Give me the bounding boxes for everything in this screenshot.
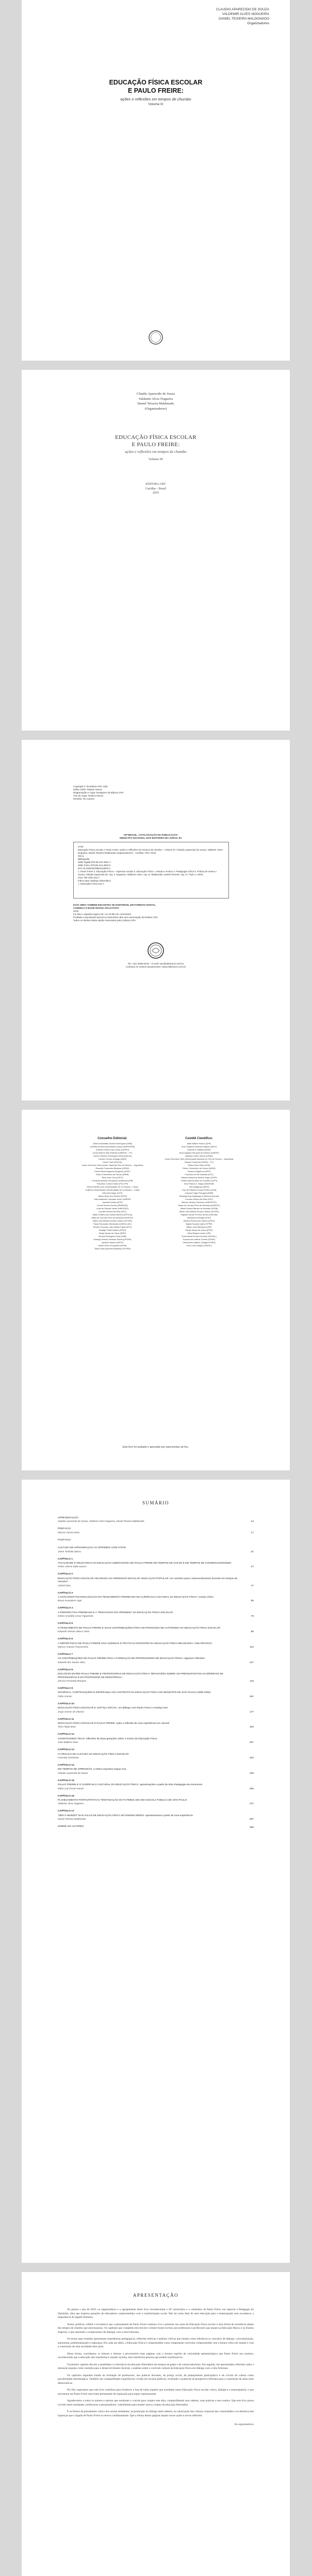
toc-entry[interactable] [58, 1657, 254, 1664]
scientific-member: Diosnel Centurion (UNIDA – PY) [184, 1161, 214, 1163]
peer-review-note: Este livro foi avaliado e aprovado por pareceristas ad hoc. [122, 1446, 189, 1449]
toc-page-number: 177 [249, 1710, 254, 1714]
cip-line: S729 [78, 845, 84, 848]
presentation-page [22, 2272, 290, 2576]
scientific-member: Ana Chrystina Venancio Mignot (UERJ) [181, 1145, 217, 1148]
cip-line: 302 p. [78, 855, 85, 857]
credit-line: Diagramação e Capa: Designers da Editora CRV [73, 791, 124, 794]
publisher-name: EDITORA CRV [145, 483, 166, 486]
toc-chapter-label[interactable] [58, 1687, 254, 1690]
toc-chapter-label[interactable] [58, 1558, 254, 1561]
editorial-member: Guillermo Arias Beatón (Universidade de La Havana – Cuba) [85, 1189, 140, 1191]
toc-entry-author: Jéssica Fernanda Marques [58, 1679, 87, 1682]
toc-page-number: 127 [249, 1661, 254, 1664]
toc-chapter-label[interactable] [58, 1810, 254, 1813]
toc-entry-title: CAPÍTULO 2 [58, 1573, 73, 1576]
editor-name: Daniel Teixeira Maldonado [137, 402, 174, 405]
toc-entry[interactable] [58, 1627, 254, 1633]
toc-page-number: 21 [251, 1550, 254, 1553]
toc-entry-author: Cláudio Aparecido de Souza, Valdemir Alves Nogueira, Daniel Teixeira Maldonado [58, 1520, 144, 1523]
editorial-member: Leonel Severo Rocha (UNISINOS) [97, 1204, 128, 1207]
toc-entry-title: SOBRE OS AUTORES [58, 1825, 84, 1828]
cover-editor-role: Organizadores [247, 22, 269, 25]
toc-entry-title: CAPÍTULO 16 [58, 1794, 74, 1798]
scientific-member: Vera Lucia Gaspar (UDESC) [186, 1244, 212, 1247]
crv-logo-icon [148, 330, 163, 345]
editorial-member: Rodrigo Pratte-Santos (UFES) [98, 1229, 126, 1231]
toc-entry-title: EM TEMPOS DE OPRESSÃO: a esfera esportiva segue viva [58, 1768, 126, 1771]
editorial-member: Maria Cristina dos Santos Bezerra (UFSCar) [92, 1213, 133, 1216]
cip-line: 1. Paulo Freire 2. Educação Física – Aspectos sociais 3. Educação Física – Estudo e ensino 4. Pedagogia crítica 5. Prática de ensino I. Souza, Cláudio Aparecido de. org. II. Nogueira, Valdemir Alves. org. III. Maldonado, Daniel Teixeira. org. IV. Título V. Série. [78, 870, 217, 876]
toc-entry-title: CAPÍTULO 5 [58, 1622, 73, 1625]
cip-line: Educação Física escolar e Paulo Freire: ações e reflexões em tempos de chumbo – Volume III / Cláudio Aparecido de Souza, Valdemir Alves Nogueira, Daniel Teixeira Maldonado (organizadores) – Curitiba: CRV, 2019. [78, 849, 223, 854]
editorial-member: Élsio José Corá (UFFS) [102, 1176, 123, 1179]
toc-entry-author: Cláudio Aparecido de Souza [58, 1771, 88, 1774]
presentation-body [58, 2308, 254, 2430]
toc-entry-title: CONSTRUINDO TEIAS: reflexões de duas gerações sobre o ensino de Educação Física [58, 1737, 157, 1740]
toc-entry-author: Pedro Adorno Dalla Soares [58, 1565, 87, 1568]
scientific-member: Maria Lília Imbiriba Sousa Colares (UFOPA) [179, 1210, 219, 1213]
toc-entry[interactable] [58, 1539, 254, 1542]
editorial-member: Fernando Antônio Gonçalves Alcoforado (IPB) [92, 1179, 133, 1182]
toc-entry-title: CAPÍTULO 17 [58, 1810, 74, 1813]
cover-title [22, 78, 290, 95]
toc-entry-title: PAULO FREIRE E O CURRÍCULO CULTURAL DA EDUCAÇÃO FÍSICA: aproximações a partir da obra Pedagogia da Autonomia [58, 1784, 203, 1787]
toc-page-number: 207 [249, 1741, 254, 1744]
editorial-member: Maria Lília Imbiriba Sousa Colares (UFOPA) [92, 1219, 133, 1222]
cover-editors [216, 7, 269, 26]
scientific-member: Fauston Negreiros (UFPI) [187, 1170, 211, 1173]
toc-entry-title: "SER O MUNDO" NAS AULAS DE EDUCAÇÃO FÍSICA NO ENSINO MÉDIO: apontamentos a partir de uma experiência [58, 1814, 193, 1817]
cover-editor: VALDEMIR ALVES NOGUEIRA [222, 12, 269, 16]
toc-chapter-label[interactable] [58, 1669, 254, 1672]
presentation-paragraph: Assim, publicar, refletir e reconhecer que o pensamento de Paulo Freire continua vivo e presente nas aulas de Educação Física escolar é uma forma de resistência diante dos tempos de chumbo que atravessamos. Os capítulos que compõem este terceiro volume foram escritos por professoras e professores que atuam na Educação Básica e no Ensino Superior, e que assumem o compromisso de dialogar com a obra freireana. [58, 2323, 254, 2334]
toc-entry-title: CAPÍTULO 6 [58, 1638, 73, 1641]
editorial-member: Antônio Pereira Gaio Júnior (UFRRJ) [95, 1148, 129, 1151]
toc-entry-author: Eduardo dos Santos Silva [58, 1660, 85, 1664]
cip-line: DOI 10.24824/978854443500.0 [78, 867, 111, 870]
toc-entry-title: O CÍRCULO DE CULTURA NA EDUCAÇÃO FÍSICA ESCOLAR [58, 1753, 129, 1756]
toc-entry[interactable] [58, 1825, 254, 1828]
editorial-member: Francisco Carlos Duarte (PUC-PR) [96, 1182, 128, 1185]
toc-entry-title: CAPÍTULO 8 [58, 1668, 73, 1671]
toc-entry-title: CAPÍTULO 3 [58, 1591, 73, 1595]
editor-role: (Organizadores) [144, 406, 167, 411]
toc-entry[interactable] [58, 1562, 254, 1568]
toc-entry[interactable] [58, 1547, 254, 1553]
note-line: CONHEÇA E BAIXE NOSSO APLICATIVO! [73, 907, 119, 909]
editorial-member: Lourdes Helena da Silva (UFV) [98, 1210, 126, 1213]
cover-subtitle: ações e reflexões em tempos de chumbo [120, 97, 191, 101]
councils-page [22, 1110, 290, 1470]
presentation-title: APRESENTAÇÃO [133, 2293, 179, 2298]
toc-page-number: 271 [249, 1803, 254, 1806]
scientific-member: Vânia Alves Martins Chaigar (FURG) [183, 1241, 216, 1244]
toc-entry[interactable] [58, 1528, 254, 1534]
toc-chapter-label[interactable] [58, 1622, 254, 1625]
scientific-member: Najela Tavares Ujiie (UTFPR) [186, 1223, 212, 1225]
toc-entry-author: Marcos Garcia Neira [58, 1531, 80, 1534]
editorial-member: Maria de Lourdes Pinto de Almeida (UNOESC) [91, 1216, 134, 1219]
presentation-paragraph: Por fim, esperamos que este livro contribua para fortalecer a luta de todos aqueles que acreditam numa Educação Física escolar crítica, dialógica e emancipatória, e que encontram em Paulo Freire uma fonte permanente de inspiração para seguir esperançando. [58, 2388, 254, 2396]
toc-entry-author: Franciele Sechinato [58, 1756, 79, 1759]
toc-entry-title: DOCÊNCIA, CONTRADIÇÕES E ESPERANÇA NO CONTEXTO DA EDUCAÇÃO FÍSICA NO MUNICÍPIO DE SÃO PAULO (1989-1992) [58, 1691, 211, 1694]
toc-entry-title: EDUCAÇÃO FÍSICA ESCOLAR ANCORADA NA OPRESSÃO ESCOLAR: EDUCAÇÃO POPULAR: um caminho para o desenvolvimento docente em tempos de chumbo? [58, 1577, 238, 1584]
toc-entry-title: ATUALIDADE E RELEVÂNCIA DA EDUCAÇÃO LIBERTADORA DE PAULO FREIRE EM TEMPOS DE GOLPE E EM TEMPOS DE CONSERVADORISMO [58, 1562, 232, 1565]
toc-entry[interactable] [58, 1784, 254, 1790]
scientific-member: Nilson José Machado (USP) [186, 1226, 212, 1228]
cip-box [73, 842, 229, 899]
publisher-contact [22, 962, 290, 969]
editorial-member: Carlos Federico Dominguez Avila (Unieuro) [93, 1155, 132, 1157]
toc-entry[interactable] [58, 1707, 254, 1713]
scientific-member: Cesar Gerónimo Tello (Universidad Nacional de Três de Febrero – Argentina) [165, 1158, 234, 1160]
scientific-member: Mônica Pereira dos Santos (UFRJ) [183, 1219, 215, 1222]
toc-entry-title: A ANTICONSTITUCIONALIZAÇÃO DO PENSAMENTO FREIREANO NO CURRÍCULO CULTURAL DA EDUCAÇÃO FÍSICA: ensaio crítico [58, 1596, 214, 1599]
toc-page-number: 255 [249, 1787, 254, 1790]
presentation-paragraph: Agradecemos a todos os autores e autoras que aceitaram o convite para compor esta obra, compartilhando seus saberes, suas práticas e seus sonhos. Que este livro possa circular entre estudantes, professores e pesquisadores, contribuindo para manter acesa a chama da educação libertadora. [58, 2399, 254, 2406]
toc-entry-title: A PERSPECTIVA FREIREANA E A "PEDAGOGIA DO OPRIMIDO" NA EDUCAÇÃO FÍSICA ESCOLAR [58, 1611, 173, 1614]
crv-logo-icon [147, 942, 165, 959]
toc-entry-title: CAPÍTULO 1 [58, 1557, 73, 1561]
title-page-editors [22, 392, 290, 411]
cover-title-line: E PAULO FREIRE: [127, 87, 184, 94]
toc-entry[interactable] [58, 1612, 254, 1618]
scientific-member: Andréia N. Militão (UEMS) [187, 1148, 211, 1151]
toc-entry[interactable] [58, 1768, 254, 1774]
toc-page-number: 223 [249, 1757, 254, 1759]
editorial-member: Jailson Alves dos Santos (UFRJ) [97, 1195, 127, 1197]
toc-page-number: 113 [250, 1646, 254, 1649]
title-line: E PAULO FREIRE: [132, 442, 180, 448]
toc-entry[interactable] [58, 1578, 254, 1587]
note-line: Proibida a reprodução parcial ou total desta obra sem autorização da Editora CRV [73, 916, 158, 919]
toc-chapter-label[interactable] [58, 1703, 254, 1706]
presentation-paragraph: O primeiro capítulo discute a atualidade e a relevância da educação libertadora em tempos de golpe e de conservadorismo. Em seguida, são apresentadas reflexões sobre a educação popular como caminho para o desenvolvimento docente, e análises sobre o currículo cultural da Educação Física em diálogo com a obra freireana. [58, 2363, 254, 2370]
toc-entry-author: Bruno Gonçalves Lippi [58, 1599, 82, 1602]
toc-page-number: 161 [249, 1695, 254, 1698]
presentation-paragraph: Dessa forma, convidamos os leitores e leitoras a percorrerem estas páginas com o mesmo espírito de curiosidade epistemológica que Paulo Freire nos ensinou, reconhecendo que a educação não transforma o mundo sozinha, mas transforma pessoas que podem transformá-lo. [58, 2352, 254, 2359]
editorial-member: Celso Conti (UFSCar) [103, 1161, 122, 1163]
scientific-member: Lourdes Helena da Silva (UFV) [185, 1198, 213, 1200]
toc-page-number: 287 [249, 1818, 254, 1821]
toc-page-number: 239 [249, 1772, 254, 1775]
scientific-member: Anna Augusta Sampaio de Oliveira (UNESP) [179, 1151, 219, 1154]
scientific-member: Suzana dos Santos Gomes (UFMG) [183, 1238, 216, 1241]
toc-chapter-label[interactable] [58, 1718, 254, 1721]
toc-entry-title: PREFÁCIO [58, 1528, 71, 1531]
title-page-title [22, 434, 290, 448]
editorial-member: Aldira Guimarães Duarte Domínguez (UNB) [93, 1142, 132, 1145]
editorial-member: Gloria Fariñas León (Universidade de La Havana – Cuba) [87, 1185, 138, 1188]
toc-chapter-label[interactable] [58, 1573, 254, 1576]
presentation-paragraph: Ao pensar o ano de 2019, os organizadores e o agrupamento deste livro reconheceram o 50º aniversário e o centenário de Paulo Freire, em especial a Pedagogia do Oprimido, obra que inspirou gerações de educadores comprometidos com a transformação social. Não há como falar de uma educação para a emancipação sem reconhecer a importância do legado freireano. [58, 2308, 254, 2319]
toc-chapter-label[interactable] [58, 1764, 254, 1767]
editorial-member: João Adalberto Campato Junior (UNESP) [94, 1198, 131, 1200]
editorial-member: Eduardo Fernandes Barbosa (UFMG) [95, 1167, 129, 1170]
toc-chapter-label[interactable] [58, 1780, 254, 1783]
scientific-member: Sérgio Nunes de Jesus (IFRO) [185, 1229, 213, 1231]
note-line: Todos os direitos desta edição reservados pela: Editora CRV [73, 919, 136, 922]
toc-entry-title: EDUCAÇÃO FÍSICA ESCOLAR E PAULO FREIRE: ação e reflexão de uma experiência em Jacareí [58, 1722, 170, 1725]
cover-title-line: EDUCAÇÃO FÍSICA ESCOLAR [109, 79, 203, 86]
toc-entry-title: EDUCAÇÃO FÍSICA ESCOLAR E JUSTIÇA SOCIAL: um diálogo com Paulo Freire e Amartya Sen [58, 1707, 168, 1710]
editorial-council [73, 1137, 152, 1250]
editorial-member: Sérgio Nunes de Jesus (IFRO) [98, 1232, 126, 1234]
scientific-member: Silvia Regina Canan (URI) [187, 1232, 211, 1234]
presentation-paragraph: Os capítulos seguintes tratam da formação de professores, das práticas docentes, da justiça social, do planejamento participativo e do círculo de cultura como possibilidade metodológica. Também são compartilhadas experiências vividas em escolas públicas, revelando o potencial da perspectiva freireana para a construção de aulas mais democráticas. [58, 2374, 254, 2385]
toc-entry-title: CAPÍTULO 13 [58, 1749, 74, 1752]
toc-entry[interactable] [58, 1691, 254, 1698]
scientific-member: Jussara Fraga Portugal (UNEB) [185, 1192, 214, 1194]
toc-entry-title: CULTURA DE APROXIMAÇÃO AO OPRIMIDO COM FATOS [58, 1547, 126, 1550]
toc-entry-author: Taíse Rojas Braz [58, 1725, 76, 1728]
editorial-member: Cesar Gerónimo Tello (Univer. Nacional Três de Febrero – Argentina) [81, 1164, 143, 1166]
toc-entry-author: Mário Luiz Ferrari Nunes [58, 1787, 84, 1790]
title-page-subtitle: ações e reflexões em tempos de chumbo [125, 449, 187, 454]
editorial-member: Lídia de Oliveira Xavier (UNIEURO) [96, 1207, 128, 1210]
toc-entry-author: Fábio Gomes [58, 1694, 72, 1698]
editorial-member: Carlos Alberto Vilar Estêvão (UMINHO – PT) [92, 1151, 133, 1154]
toc-entry-title: A IMPORTÂNCIA DE PAULO FREIRE NAS AGENDAS E PRÁTICAS DOCENTES DA EDUCAÇÃO FÍSICA BRASILEIRA: UMA REVISÃO [58, 1642, 212, 1645]
toc-entry-title: APRESENTAÇÃO [58, 1517, 78, 1519]
toc-entry[interactable] [58, 1673, 254, 1683]
publisher-city: Curitiba – Brasil [145, 487, 166, 490]
toc-entry-title: CAPÍTULO 14 [58, 1764, 74, 1767]
scientific-committee [160, 1137, 238, 1250]
scientific-member: Elizeu Clementino de Souza (UNEB) [183, 1167, 216, 1170]
toc-page-number: 17 [251, 1531, 254, 1534]
editorial-member: Tania Suely Azevedo Brasileiro (UFOPA) [94, 1247, 131, 1250]
cover-page [22, 0, 290, 361]
scientific-member: Inês Bragança (UERJ) [189, 1185, 209, 1188]
table-of-contents [58, 1517, 254, 1834]
toc-chapter-label[interactable] [58, 1795, 254, 1798]
presentation-paragraph: É na feitura do pensamento crítico dos nossos estudantes, na promoção do diálogo entre saberes, na valorização das culturas corporais das comunidades e na denúncia das injustiças que o legado de Paulo Freire se renova cotidianamente. Que a leitura destas páginas inspire novas ações e novas reflexões. [58, 2410, 254, 2417]
title-page-volume: Volume III [148, 457, 163, 461]
note-line: Foi feito o depósito legal conf. Lei 10.994 de 14/12/2004 [73, 913, 132, 916]
cip-line: ISBN Físico 978-85-444-3500-0 [78, 864, 111, 867]
summary-title: SUMÁRIO [142, 1500, 169, 1505]
editorial-member: Sydione Santos (UEPG) [102, 1241, 123, 1244]
toc-entry-title: CAPÍTULO 4 [58, 1607, 73, 1610]
toc-entry-author: Gabriel Dias [58, 1584, 71, 1587]
toc-entry-title: CAPÍTULO 10 [58, 1702, 74, 1705]
editorial-member: Helmuth Krüger (UCP) [102, 1192, 123, 1194]
toc-chapter-label[interactable] [58, 1749, 254, 1752]
toc-entry-author: Valdemir Alves Nogueira [58, 1802, 84, 1805]
toc-entry-author: Daniel Teixeira Maldonado [58, 1818, 86, 1821]
editorial-member: Josania Portela (UFPI) [102, 1201, 123, 1204]
editor-name: Cláudio Aparecido de Souza [136, 392, 175, 396]
toc-page-number: 65 [251, 1600, 254, 1603]
toc-page-number: 95 [251, 1631, 254, 1634]
cip-title: CIP-BRASIL. CATALOGAÇÃO-NA-PUBLICAÇÃO SINDICATO NACIONAL DOS EDITORES DE LIVROS, RJ [119, 834, 182, 839]
credit-line: Revisão: Os Autores [73, 798, 95, 800]
scientific-member: Maria Eurácia Barreto de Andrade (UFRB) [180, 1207, 218, 1210]
toc-entry-author: Joice Balbino Alves [58, 1741, 78, 1744]
toc-entry-author: Edson Amarildo Cesar Figueiredo [58, 1615, 93, 1618]
toc-entry-title: AS CONTRIBUIÇÕES DE PAULO FREIRE PARA A FORMAÇÃO DE PROFESSORES DE EDUCAÇÃO FÍSICA: algumas reflexões [58, 1657, 205, 1660]
editorial-council-title: Conselho Editorial: [97, 1137, 127, 1140]
scientific-member: Altair Alberto Fávero (UPF) [187, 1142, 211, 1145]
toc-chapter-label[interactable] [58, 1638, 254, 1641]
toc-entry-title: POSFÁCIO [58, 1538, 71, 1541]
editorial-member: Elizeu Clementino de Souza (UNEB) [96, 1173, 129, 1176]
toc-entry[interactable] [58, 1596, 254, 1602]
credit-line: Arte de Capa: Railson Moura [73, 794, 104, 797]
toc-page-number: 47 [251, 1584, 254, 1587]
copyright-notes [73, 904, 228, 922]
toc-entry-title: PLANEJAMENTO PARTICIPATIVO E TEMATIZAÇÃO DO FUTEBOL EM UMA ESCOLA PÚBLICA DE SÃO PAULO [58, 1799, 187, 1802]
contact-line: Tel.: (41) 3039-6418 – E-mail: sac@editoracrv.com.br [127, 962, 184, 965]
cip-line: ISBN Digital 978-85-444-3501-7 [78, 861, 111, 863]
title-line: EDUCAÇÃO FÍSICA ESCOLAR [115, 434, 196, 440]
scientific-member: Francisco Ari de Andrade (UFC) [185, 1173, 214, 1176]
toc-entry-title: CAPÍTULO 9 [58, 1687, 73, 1690]
note-line: ESTA OBRA TAMBÉM ENCONTRA-SE DISPONÍVEL EM FORMATO DIGITAL. [73, 904, 156, 906]
scientific-member: Marcos Vinicius Francisco (UNOESTE) [182, 1201, 217, 1204]
toc-entry[interactable] [58, 1517, 254, 1523]
summary-page [22, 1480, 290, 2263]
scientific-member: Ilma Passos A. Veiga (UNICEUB) [184, 1182, 214, 1185]
toc-entry[interactable] [58, 1722, 254, 1728]
toc-page-number: 143 [249, 1680, 254, 1683]
copyright-page [22, 740, 290, 1100]
title-page-publisher [22, 482, 290, 496]
councils [73, 1137, 238, 1250]
toc-page-number: 79 [251, 1615, 254, 1618]
toc-entry-author: Jorge Gomes de Oliveira [58, 1710, 84, 1713]
presentation-signature: Os organizadores [234, 2423, 254, 2426]
scientific-member: Míghian Danae Ferreira Nunes (UNILAB) [180, 1213, 218, 1216]
credit-line: Copyright © da Editora CRV Ltda. [73, 785, 108, 788]
scientific-member: Helder Buenos Aires de Carvalho (UFPI) [180, 1179, 218, 1182]
toc-page-number: 193 [249, 1726, 254, 1729]
cip-line: 1. Educação Física 613.7 [78, 883, 104, 885]
toc-entry[interactable] [58, 1642, 254, 1649]
toc-entry-author: Jaime Toshiaki Satoru [58, 1550, 81, 1553]
toc-entry[interactable] [58, 1799, 254, 1805]
editorial-member: Renato Francisco dos Santos Paula (UFG) [93, 1226, 132, 1228]
cover-editor: DANIEL TEIXEIRA MALDONADO [219, 17, 269, 21]
contact-line: Conheça os nossos lançamentos: www.editoracrv.com.br [125, 965, 186, 969]
toc-chapter-label[interactable] [58, 1733, 254, 1736]
toc-entry-title: CAPÍTULO 7 [58, 1653, 73, 1656]
toc-entry-author: Eduardo Vinícius Mota e Silva [58, 1630, 90, 1633]
toc-entry-title: DIÁLOGOS ENTRE PAULO FREIRE E PROFESSORAS DE EDUCAÇÃO FÍSICA: REFLEXÕES SOBRE OS PRESSUPOSTOS ACADÊMICOS DE PROFESSORAS E DO PROFESSOR DE RESISTÊNCIA [58, 1673, 223, 1679]
cover-editor: CLAUDIO APARECIDO DE SOUZA [216, 8, 269, 11]
scientific-member: Sonia Maria Ferreira Koehler (UNISAL) [182, 1235, 217, 1238]
scientific-member: Kilwangy Kya Kapitango-a-Samba (Unemat) [179, 1195, 219, 1197]
toc-chapter-label[interactable] [58, 1607, 254, 1610]
editor-name: Valdemir Alves Nogueira [138, 397, 173, 401]
scientific-committee-title: Comitê Científico: [185, 1137, 213, 1140]
toc-entry-author: Marcos Antonio Franceschini [58, 1645, 89, 1648]
copyright-credits [73, 785, 228, 801]
cip-line: CDU 796 CDD 613.7 [78, 876, 100, 879]
editorial-member: Simone Rodrigues Pinto (UNB) [98, 1235, 126, 1238]
scientific-member: José de Ribamar Sousa Pereira (UCB) [182, 1189, 217, 1191]
cip-line: Bibliografia [78, 858, 90, 860]
cover-volume: Volume III [148, 103, 163, 106]
scientific-member: Mohammed Elhajji (UFRJ) [187, 1216, 211, 1219]
note-line: 2019 [73, 910, 79, 912]
scientific-member: Eliane Rose Maio (UEM) [188, 1164, 210, 1166]
editorial-member: Paulo Romualdo Hernandes (UNIFAL-MG) [93, 1223, 132, 1225]
toc-page-number: 13 [251, 1520, 254, 1523]
toc-entry-title: O PENSAMENTO DE PAULO FREIRE E SUAS CONTRIBUIÇÕES PARA UM PROCESSO DE AUTONOMIA NA EDUCAÇÃO FÍSICA ESCOLAR [58, 1626, 220, 1630]
title-page [22, 370, 290, 731]
toc-entry[interactable] [58, 1738, 254, 1744]
publisher-year: 2019 [153, 492, 159, 495]
toc-entry[interactable] [58, 1753, 254, 1759]
editorial-member: Solange Helena Ximenes-Rocha (UFOPA) [93, 1238, 132, 1241]
toc-page-number: 27 [251, 1566, 254, 1569]
editorial-member: Elione Maria Nogueira Diogenes (UFAL) [94, 1170, 130, 1173]
editorial-member: Tadeu Oliver Gonçalves (UFPA) [98, 1244, 127, 1247]
cip-line: Índice para catálogo sistemático [78, 879, 111, 882]
toc-entry[interactable] [58, 1815, 254, 1821]
editorial-member: Andréia da Silva Quintanilha Sousa (UNIR/UFRN) [90, 1145, 135, 1148]
scientific-member: Gláucia Maria dos Santos Jorge (UFOP) [181, 1176, 217, 1179]
toc-chapter-label[interactable] [58, 1592, 254, 1595]
scientific-member: Maria de Lourdes Pinto de Almeida (UNOESC) [178, 1204, 220, 1207]
toc-entry-title: CAPÍTULO 15 [58, 1779, 74, 1782]
editorial-member: Carmen Tereza Velanga (UNIR) [98, 1158, 127, 1160]
credit-line: Editor-chefe: Railson Moura [73, 788, 102, 791]
toc-entry-title: CAPÍTULO 12 [58, 1733, 74, 1736]
toc-page-number: 299 [249, 1826, 254, 1829]
presentation-paragraph: Os textos aqui reunidos apresentam experiências pedagógicas, reflexões teóricas e análises críticas que tomam como referência os conceitos de diálogo, conscientização, autonomia, problematização e esperança. Em cada um deles, a Educação Física é compreendida como componente curricular comprometido com a leitura crítica do mundo e com a construção de uma sociedade mais justa. [58, 2337, 254, 2348]
toc-chapter-label[interactable] [58, 1653, 254, 1656]
scientific-member: Barbara Coelho Neves (UFBA) [185, 1155, 213, 1157]
toc-entry-title: CAPÍTULO 11 [58, 1718, 74, 1721]
